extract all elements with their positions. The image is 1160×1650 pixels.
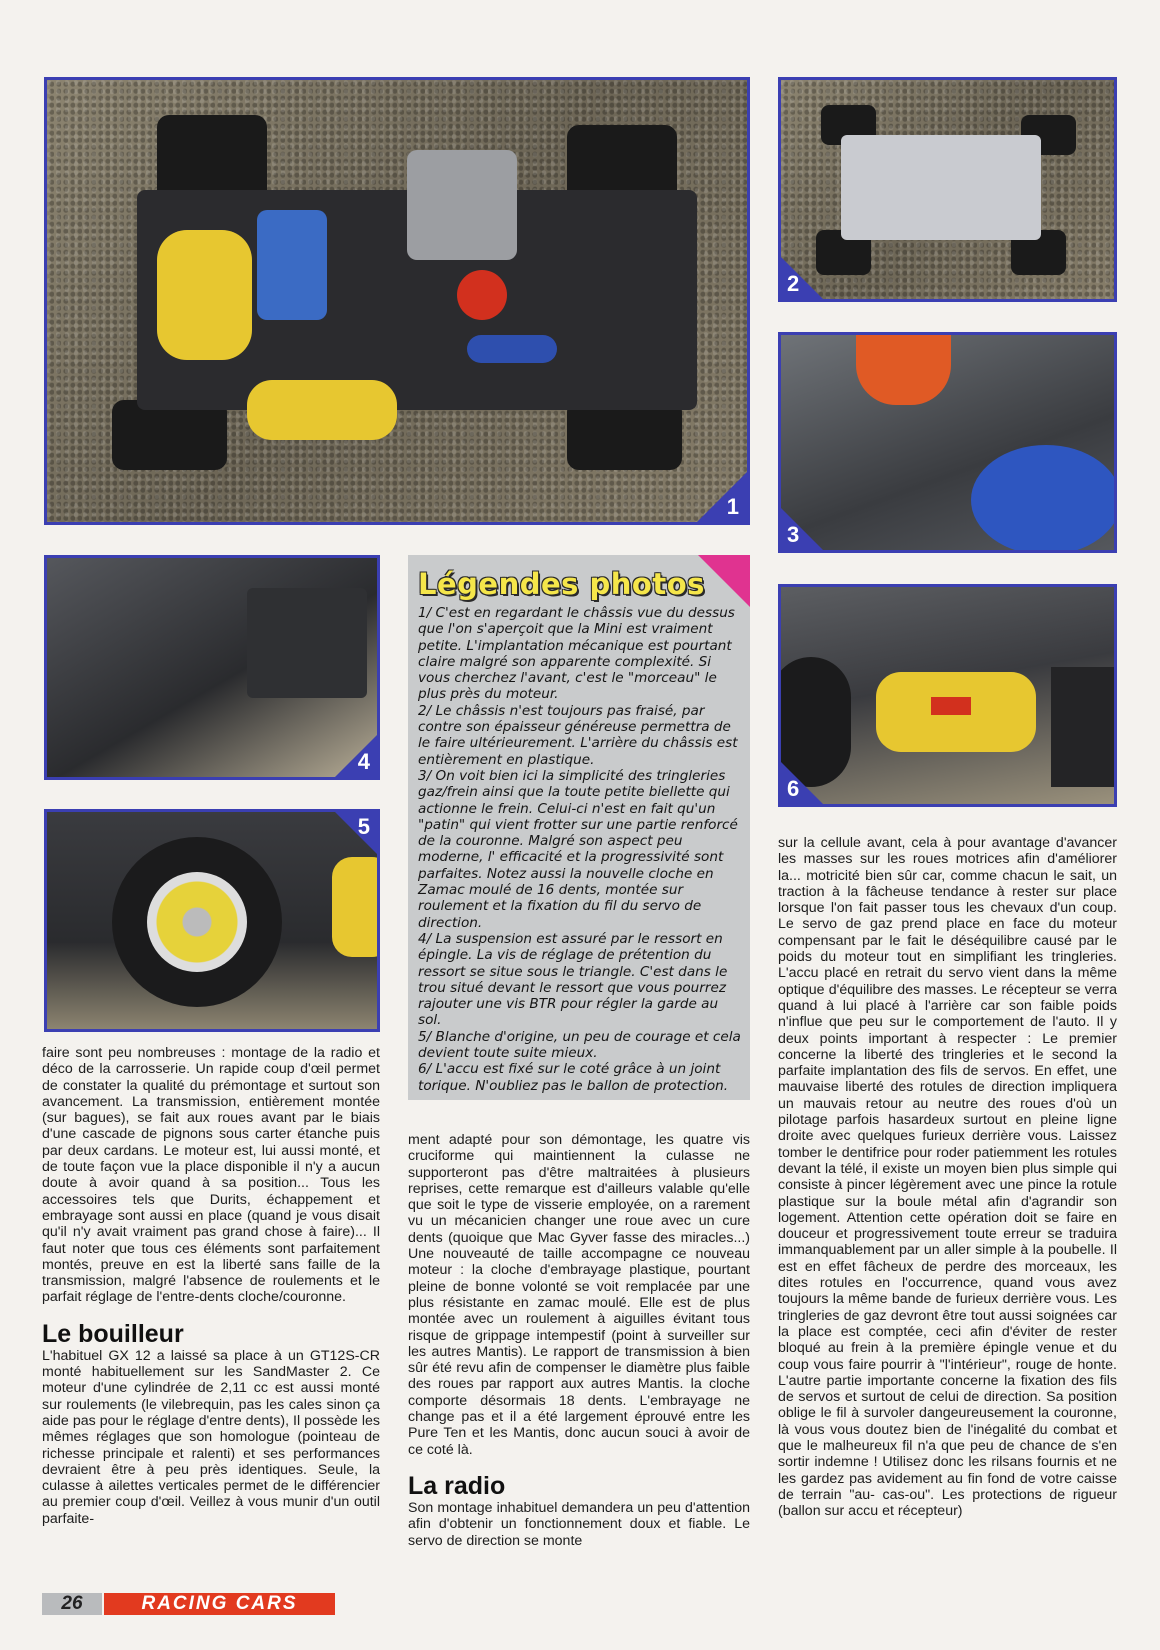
captions-title: Légendes photos <box>418 567 705 601</box>
magazine-logo: RACING CARS <box>104 1593 335 1615</box>
photo-1-chassis-top <box>44 77 750 525</box>
caption-item: 1/ C'est en regardant le châssis vue du dessus que l'on s'aperçoit que la Mini est vraiment petite. L'implantation mécanique est pourtant claire malgré son apparente complexité. Si vous cherchez l'avant, c'est le "morceau" le plus près du moteur. <box>418 605 735 703</box>
fuel-tank-image <box>257 210 327 320</box>
caption-item: 4/ La suspension est assuré par le ressort en épingle. La vis de réglage de prétention du ressort se situe sous le triangle. C'est dans le trou situé devant le ressort que vous pourrez rajouter une vis BTR pour régler la garde au sol. <box>418 930 728 1029</box>
gear-image <box>467 335 557 363</box>
photo-4-suspension <box>44 555 380 780</box>
article-paragraph: faire sont peu nombreuses : montage de la radio et déco de la carrosserie. Un rapide coup d'œil permet de constater la qualité du prémontage et surtout son avancement. La transmission, entièrement montée (sur bagues), se fait aux roues avant par le biais d'une cascade de pignons sous carter étanche puis par deux cardans. Le moteur est, lui aussi monté, et de toute façon vue la place disponible il n'y a aucun doute à avoir quand à sa position... Tous les accessoires tels que Durits, échappement et embrayage sont aussi en place (quand je vous disait qu'il n'y avait vraiment pas grand chose à faire)... Il faut noter que tous ces éléments sont parfaitement montés, preuve en est la liberté sans faille de la transmission, malgré l'absence de roulements et le parfait réglage de l'entre-dents cloche/couronne. <box>42 1045 380 1306</box>
article-column-right <box>778 835 1117 1519</box>
caption-item: 3/ On voit bien ici la simplicité des tringleries gaz/frein ainsi que la toute petite biellette qui actionne le frein. Celui-ci n'est en fait qu'un "patin" qui vient frotter sur une partie renforcé de la couronne. Malgré son aspect peu moderne, l' efficacité et la progressivité sont parfaites. Notez aussi la nouvelle cloche en Zamac moulé de 16 dents, montée sur roulement et la fixation du fil du servo de direction. <box>418 767 738 931</box>
photo-6-battery <box>778 584 1117 807</box>
article-paragraph: sur la cellule avant, cela à pour avantage d'avancer les masses sur les roues motrices afin d'améliorer la... motricité bien sûr car, comme chacun le sait, un traction à la fâcheuse tendance à rester sur place lorsque l'on fait passer tous les chevaux d'un coup. Le servo de gaz prend place en face du moteur compensant par le fait le déséquilibre causé par le poids du moteur tout en simplifiant les tringleries. L'accu placé en retrait du servo vient dans la même optique d'équilibre des masses. Le récepteur se verra quand à lui placé à l'arrière car son faible poids n'influe que peu sur le comportement de l'auto. Il y deux points important à respecter : Le premier concerne la liberté des tringleries et le second la parfaite implantation des fils de servos. En effet, une mauvaise liberté des rotules de direction impliquera un mauvais retour au neutre des roues d'où un pilotage parfois hasardeux surtout en pleine ligne droite avec quelques furieux derrière vous. Laissez tomber le dentifrice pour roder patiemment les rotules devant la télé, il existe un moyen bien plus simple qui consiste à pincer légèrement avec une pince la rotule plastique sur la boule métal afin d'agrandir son logement. Attention cette opération doit se faire en douceur et progressivement toute erreur se traduira immanquablement par un aller simple à la poubelle. Il est en effet fâcheux de perdre des morceaux, les dites rotules en l'occurrence, quand vous avez toujours la même bande de furieux derrière vous. Les tringleries de gaz devront être tout aussi soignées car la place est comptée, ceci afin d'éviter de rester bloqué au frein à la première épingle venue et du coup vous faire pourrir à "l'intérieur", rouge de honte. L'autre partie importante concerne la fixation des fils de servos et surtout de celui de direction. Sa position oblige le fil à survoler dangeureusement la couronne, là vous vous doutez bien de l'inégalité du combat et que le malheureux fil n'a que peu de chance de s'en sortir indemne ! Utilisez donc les rilsans fournis et ne les gardez pas avidement au fin fond de votre caisse de terrain "au- cas-ou". Les protections de rigueur (ballon sur accu et récepteur) <box>778 835 1117 1520</box>
photo-3-brake-linkage <box>778 332 1117 553</box>
chassis-plate-image <box>841 135 1041 240</box>
photo-number: 2 <box>787 271 800 296</box>
section-heading-bouilleur: Le bouilleur <box>42 1319 184 1348</box>
engine-image <box>407 150 517 260</box>
photo-number-badge <box>335 735 377 777</box>
photo-number: 4 <box>357 749 370 774</box>
photo-2-chassis-bottom <box>778 77 1117 302</box>
page-number: 26 <box>42 1593 102 1615</box>
yellow-bag-image <box>247 380 397 440</box>
photo-number-badge <box>697 472 747 522</box>
wheel-image <box>112 400 227 470</box>
article-paragraph: L'habituel GX 12 a laissé sa place à un GT12S-CR monté habituellement sur les SandMaster 2. Ce moteur d'une cylindrée de 2,11 cc est aussi monté sur roulements (le vilebrequin, pas les cales sinon ça aide pas pour le réglage d'entre dents), Il possède les mêmes réglages que son homologue (pointeau de richesse principale et ralenti) et ses performances devraient être à peu près identiques. Seule, la culasse à ailettes verticales permet de le différencier au premier coup d'œil. Veillez à vous munir d'un outil parfaite- <box>42 1347 380 1527</box>
caption-item: 2/ Le châssis n'est toujours pas fraisé, par contre son épaisseur généreuse permettra de le faire ultérieurement. L'arrière du châssis est entièrement en plastique. <box>418 702 738 768</box>
caption-item: 5/ Blanche d'origine, un peu de courage et cela devient toute suite mieux. <box>418 1028 741 1062</box>
yellow-bag-image <box>332 857 380 957</box>
wheel-image <box>567 400 682 470</box>
red-cap-image <box>457 270 507 320</box>
red-connector-image <box>931 697 971 715</box>
photo-number: 3 <box>787 522 800 547</box>
article-column-middle <box>408 1132 750 1549</box>
photo-number: 1 <box>726 494 739 519</box>
yellow-rim-image <box>147 872 247 972</box>
yellow-bag-image <box>157 230 252 360</box>
gear-image <box>971 445 1117 553</box>
article-column-left <box>42 1045 380 1527</box>
photo-5-wheel <box>44 809 380 1032</box>
article-paragraph: Son montage inhabituel demandera un peu d'attention afin d'obtenir un fonctionnement doux et fiable. Le servo de direction se monte <box>408 1499 750 1549</box>
caption-item: 6/ L'accu est fixé sur le coté grâce à un joint torique. N'oubliez pas le ballon de protection. <box>418 1061 729 1094</box>
photo-captions-box <box>408 555 750 1100</box>
article-paragraph: ment adapté pour son démontage, les quatre vis cruciforme qui maintiennent la culasse ne supporteront pas d'être maltraitées à plusieurs reprises, cette remarque est d'ailleurs valable qu'elle que soit le type de visserie employée, on a rarement vu un mécanicien changer une roue avec un cure dents (quoique que Mac Gyver fasse des miracles...) Une nouveauté de taille accompagne ce nouveau moteur : la cloche d'embrayage plastique, pourtant pleine de bonne volonté se voit remplacée par une plus résistante en zamac moulé. Elle est de plus montée avec un roulement à aiguilles évitant tous risque de grippage intempestif (point à surveiller sur les autres Mantis). Le rapport de transmission à bien sûr été revu afin de compenser le diamètre plus faible des roues par rapport aux autres Mantis. la cloche comporte désormais 18 dents. L'embrayage ne change pas et il a été largement éprouvé entre les Pure Ten et les Mantis, donc aucun souci à avoir de ce coté là. <box>408 1132 750 1458</box>
section-heading-radio: La radio <box>408 1471 506 1500</box>
receiver-image <box>1051 667 1117 787</box>
photo-number: 6 <box>787 776 800 801</box>
photo-number-badge <box>335 812 377 854</box>
pink-corner-decoration <box>698 555 750 607</box>
red-cap-image <box>856 335 951 405</box>
photo-number: 5 <box>357 814 370 839</box>
servo-image <box>247 588 367 698</box>
